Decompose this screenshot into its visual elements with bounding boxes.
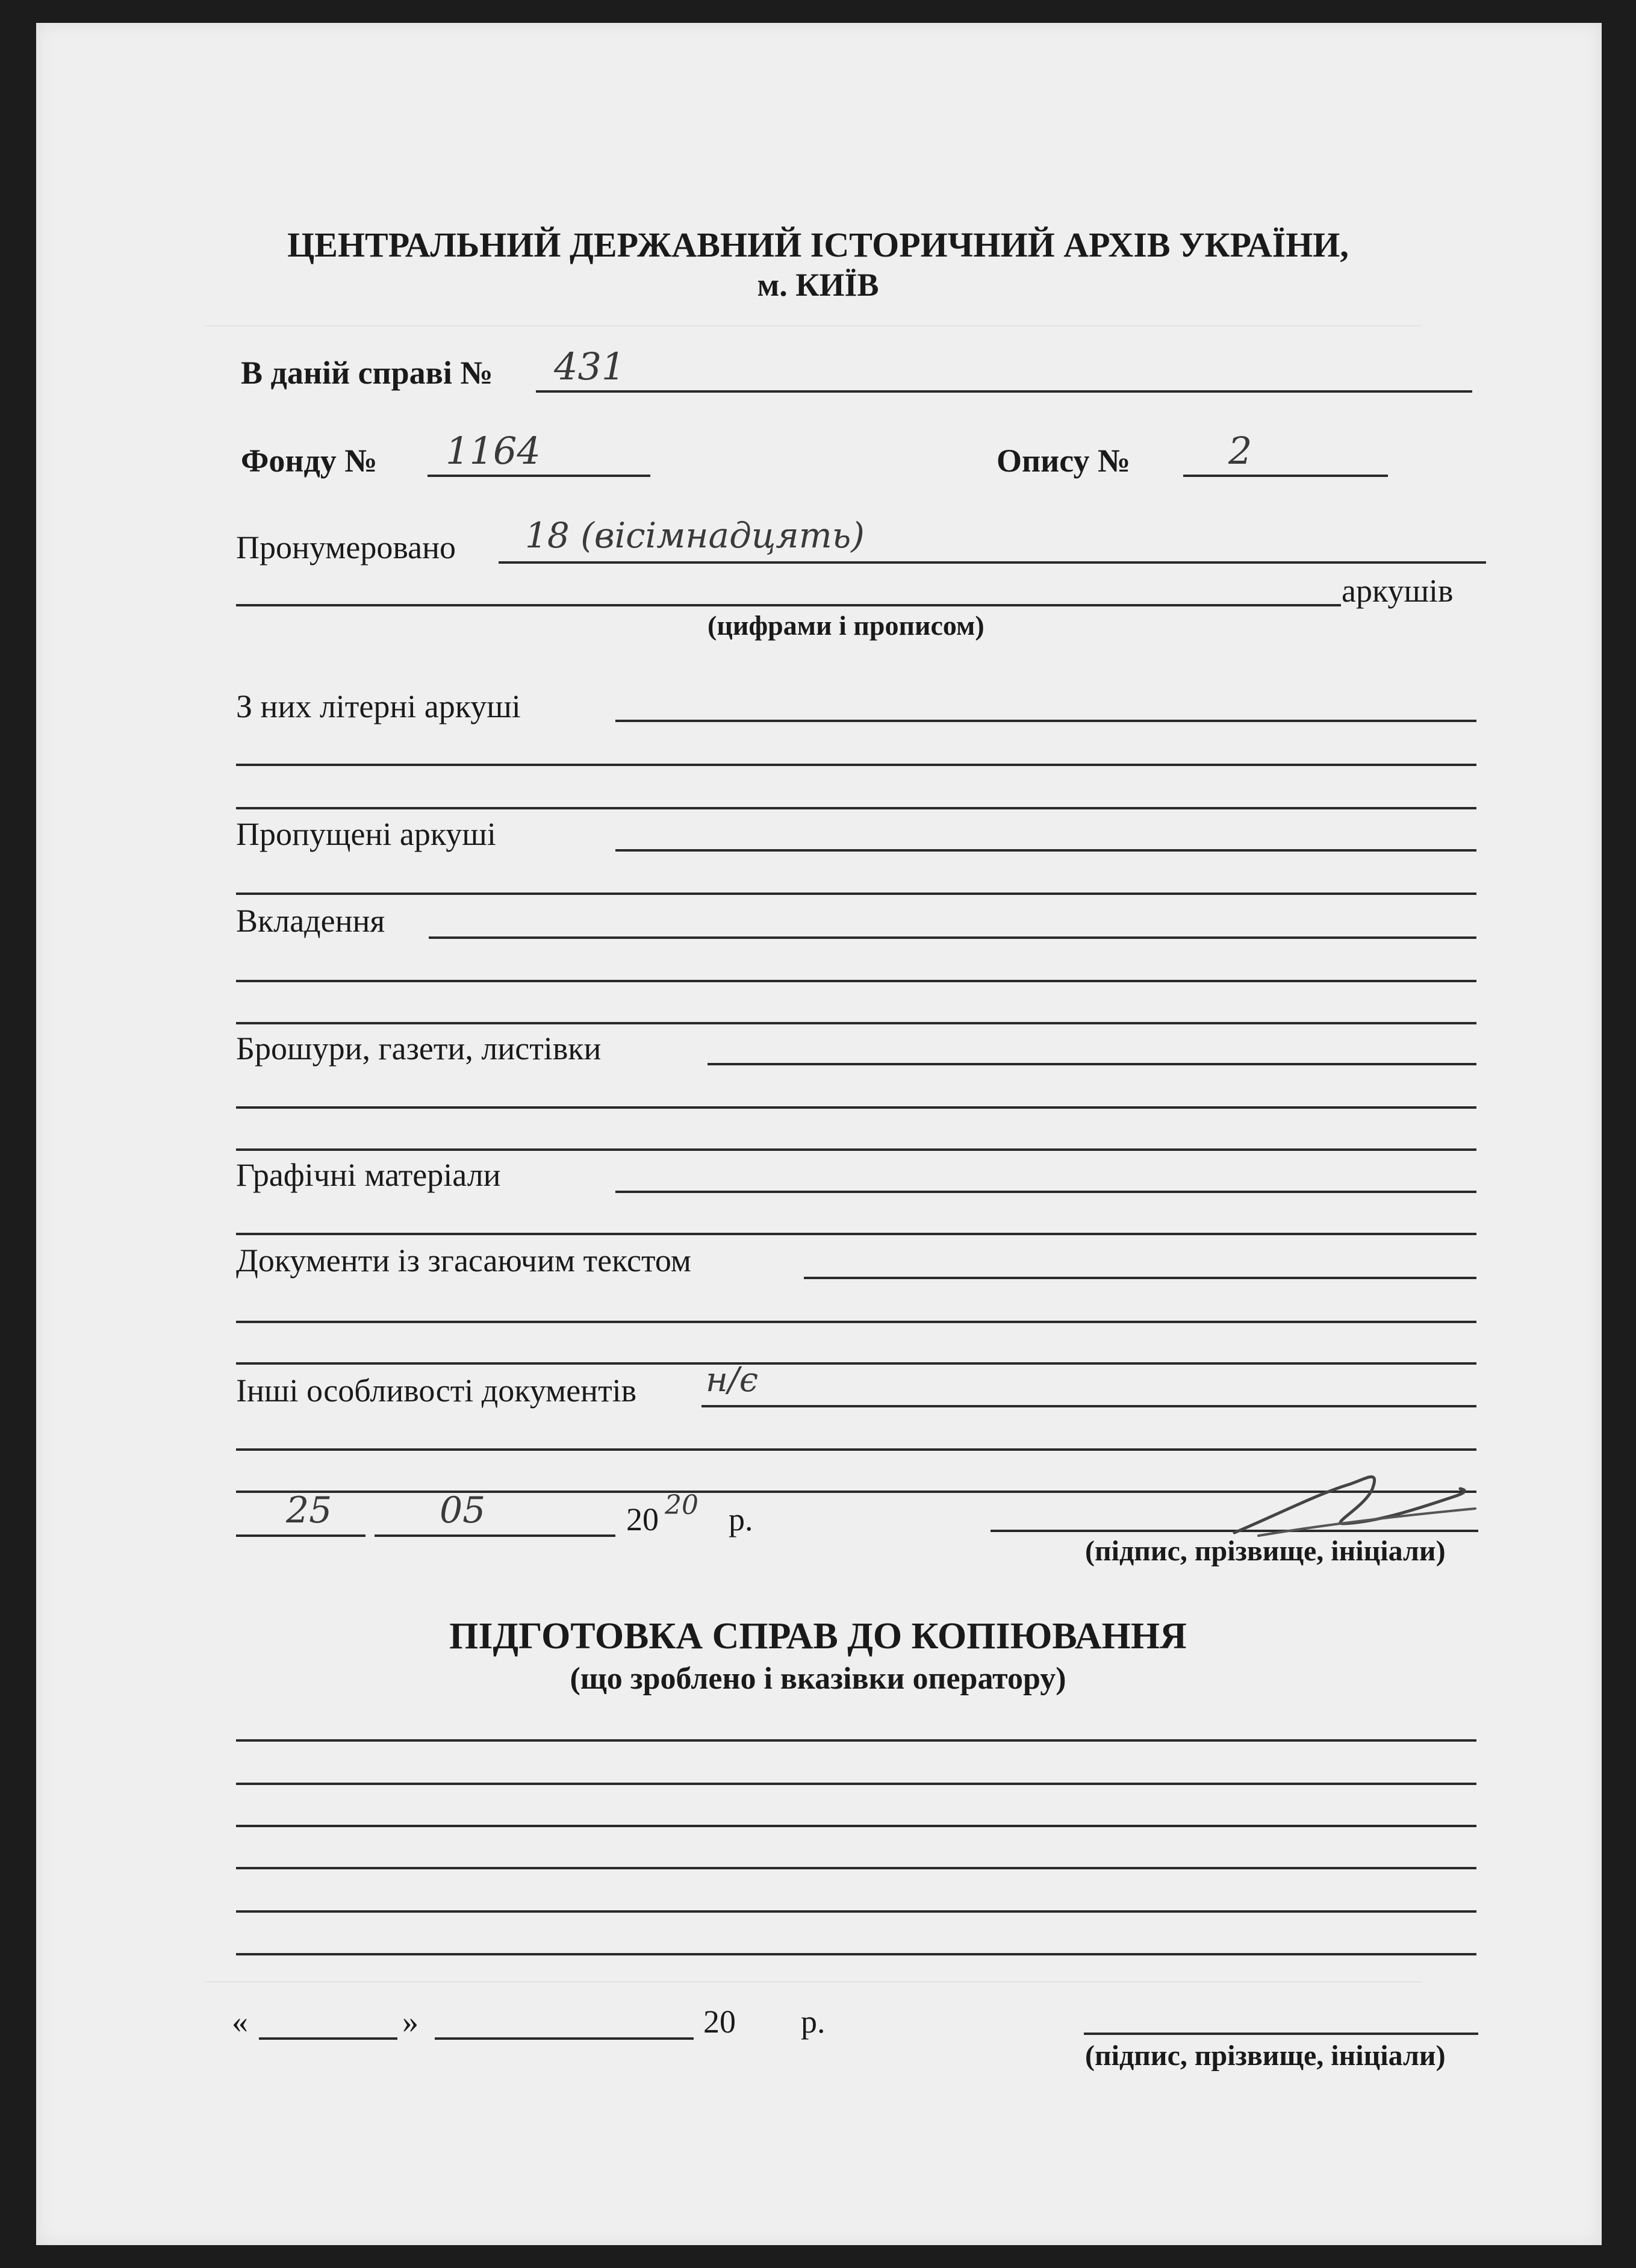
other-features-value: н/є <box>706 1360 759 1400</box>
date2-open-quote: « <box>232 2004 248 2040</box>
numbered-line <box>499 561 1486 564</box>
date-month-line <box>375 1534 615 1537</box>
field-line <box>429 936 1476 939</box>
signature-caption: (підпис, прізвище, ініціали) <box>1085 1535 1446 1567</box>
field-line <box>236 1448 1476 1451</box>
case-number-label: В даній справі № <box>241 355 493 391</box>
instructions-line <box>236 1783 1476 1785</box>
field-line <box>236 1106 1476 1109</box>
instructions-line <box>236 1910 1476 1913</box>
case-number-value: 431 <box>554 344 626 388</box>
field-line <box>236 1362 1476 1365</box>
field-line <box>708 1063 1476 1065</box>
signature-image <box>1222 1451 1487 1542</box>
opys-label: Опису № <box>997 443 1131 479</box>
letter-sheets-label: З них літерні аркуші <box>236 688 521 724</box>
other-features-label: Інші особливості документів <box>236 1372 637 1409</box>
field-line <box>236 1321 1476 1323</box>
sheets-unit: аркушів <box>1342 573 1454 609</box>
numbered-value: 18 (вісімнадцять) <box>525 515 865 556</box>
date2-close-quote: » <box>402 2004 418 2040</box>
field-line <box>236 1233 1476 1235</box>
signature2-caption: (підпис, прізвище, ініціали) <box>1085 2040 1446 2072</box>
numbered-line-2 <box>236 604 1341 606</box>
instructions-line <box>236 1739 1476 1742</box>
date-year-mark: р. <box>729 1501 753 1537</box>
case-number-line <box>536 390 1472 393</box>
field-line <box>236 1022 1476 1024</box>
date2-year-prefix: 20 <box>703 2004 736 2040</box>
brochures-label: Брошури, газети, листівки <box>236 1030 602 1067</box>
date-year-prefix: 20 <box>626 1501 659 1537</box>
date2-year-mark: р. <box>801 2004 826 2040</box>
date2-month-line <box>435 2037 694 2040</box>
section-subtitle: (що зроблено і вказівки оператору) <box>570 1662 1066 1696</box>
instructions-line <box>236 1953 1476 1955</box>
section-title: ПІДГОТОВКА СПРАВ ДО КОПІЮВАННЯ <box>449 1616 1187 1657</box>
instructions-line <box>236 1825 1476 1827</box>
opys-line <box>1183 475 1388 477</box>
archive-city: м. КИЇВ <box>757 267 879 303</box>
field-line <box>804 1277 1476 1279</box>
fond-value: 1164 <box>446 429 541 473</box>
field-line <box>615 849 1476 852</box>
missing-sheets-label: Пропущені аркуші <box>236 816 496 852</box>
field-line <box>236 893 1476 895</box>
numbered-hint: (цифрами і прописом) <box>708 610 984 641</box>
bleed-through-line <box>205 1981 1421 1983</box>
date-day-line <box>236 1534 365 1537</box>
date-day-value: 25 <box>286 1489 332 1531</box>
field-line <box>236 1148 1476 1151</box>
fond-line <box>428 475 650 477</box>
graphic-label: Графічні матеріали <box>236 1157 501 1193</box>
date-year-suffix: 20 <box>665 1490 698 1521</box>
archive-name: ЦЕНТРАЛЬНИЙ ДЕРЖАВНИЙ ІСТОРИЧНИЙ АРХІВ УКРАЇНИ, <box>287 225 1349 264</box>
field-line <box>615 720 1476 722</box>
date-month-value: 05 <box>440 1489 486 1531</box>
fond-label: Фонду № <box>241 443 378 479</box>
field-line <box>615 1191 1476 1193</box>
fading-docs-label: Документи із згасаючим текстом <box>236 1242 691 1279</box>
field-line <box>236 980 1476 982</box>
numbered-label: Пронумеровано <box>236 529 456 565</box>
inserts-label: Вкладення <box>236 903 385 939</box>
field-line <box>236 764 1476 766</box>
signature2-line <box>1084 2033 1478 2035</box>
instructions-line <box>236 1867 1476 1869</box>
opys-value: 2 <box>1228 429 1252 473</box>
field-line <box>701 1405 1476 1407</box>
date2-day-line <box>259 2037 397 2040</box>
field-line <box>236 807 1476 809</box>
bleed-through-line <box>205 325 1421 326</box>
